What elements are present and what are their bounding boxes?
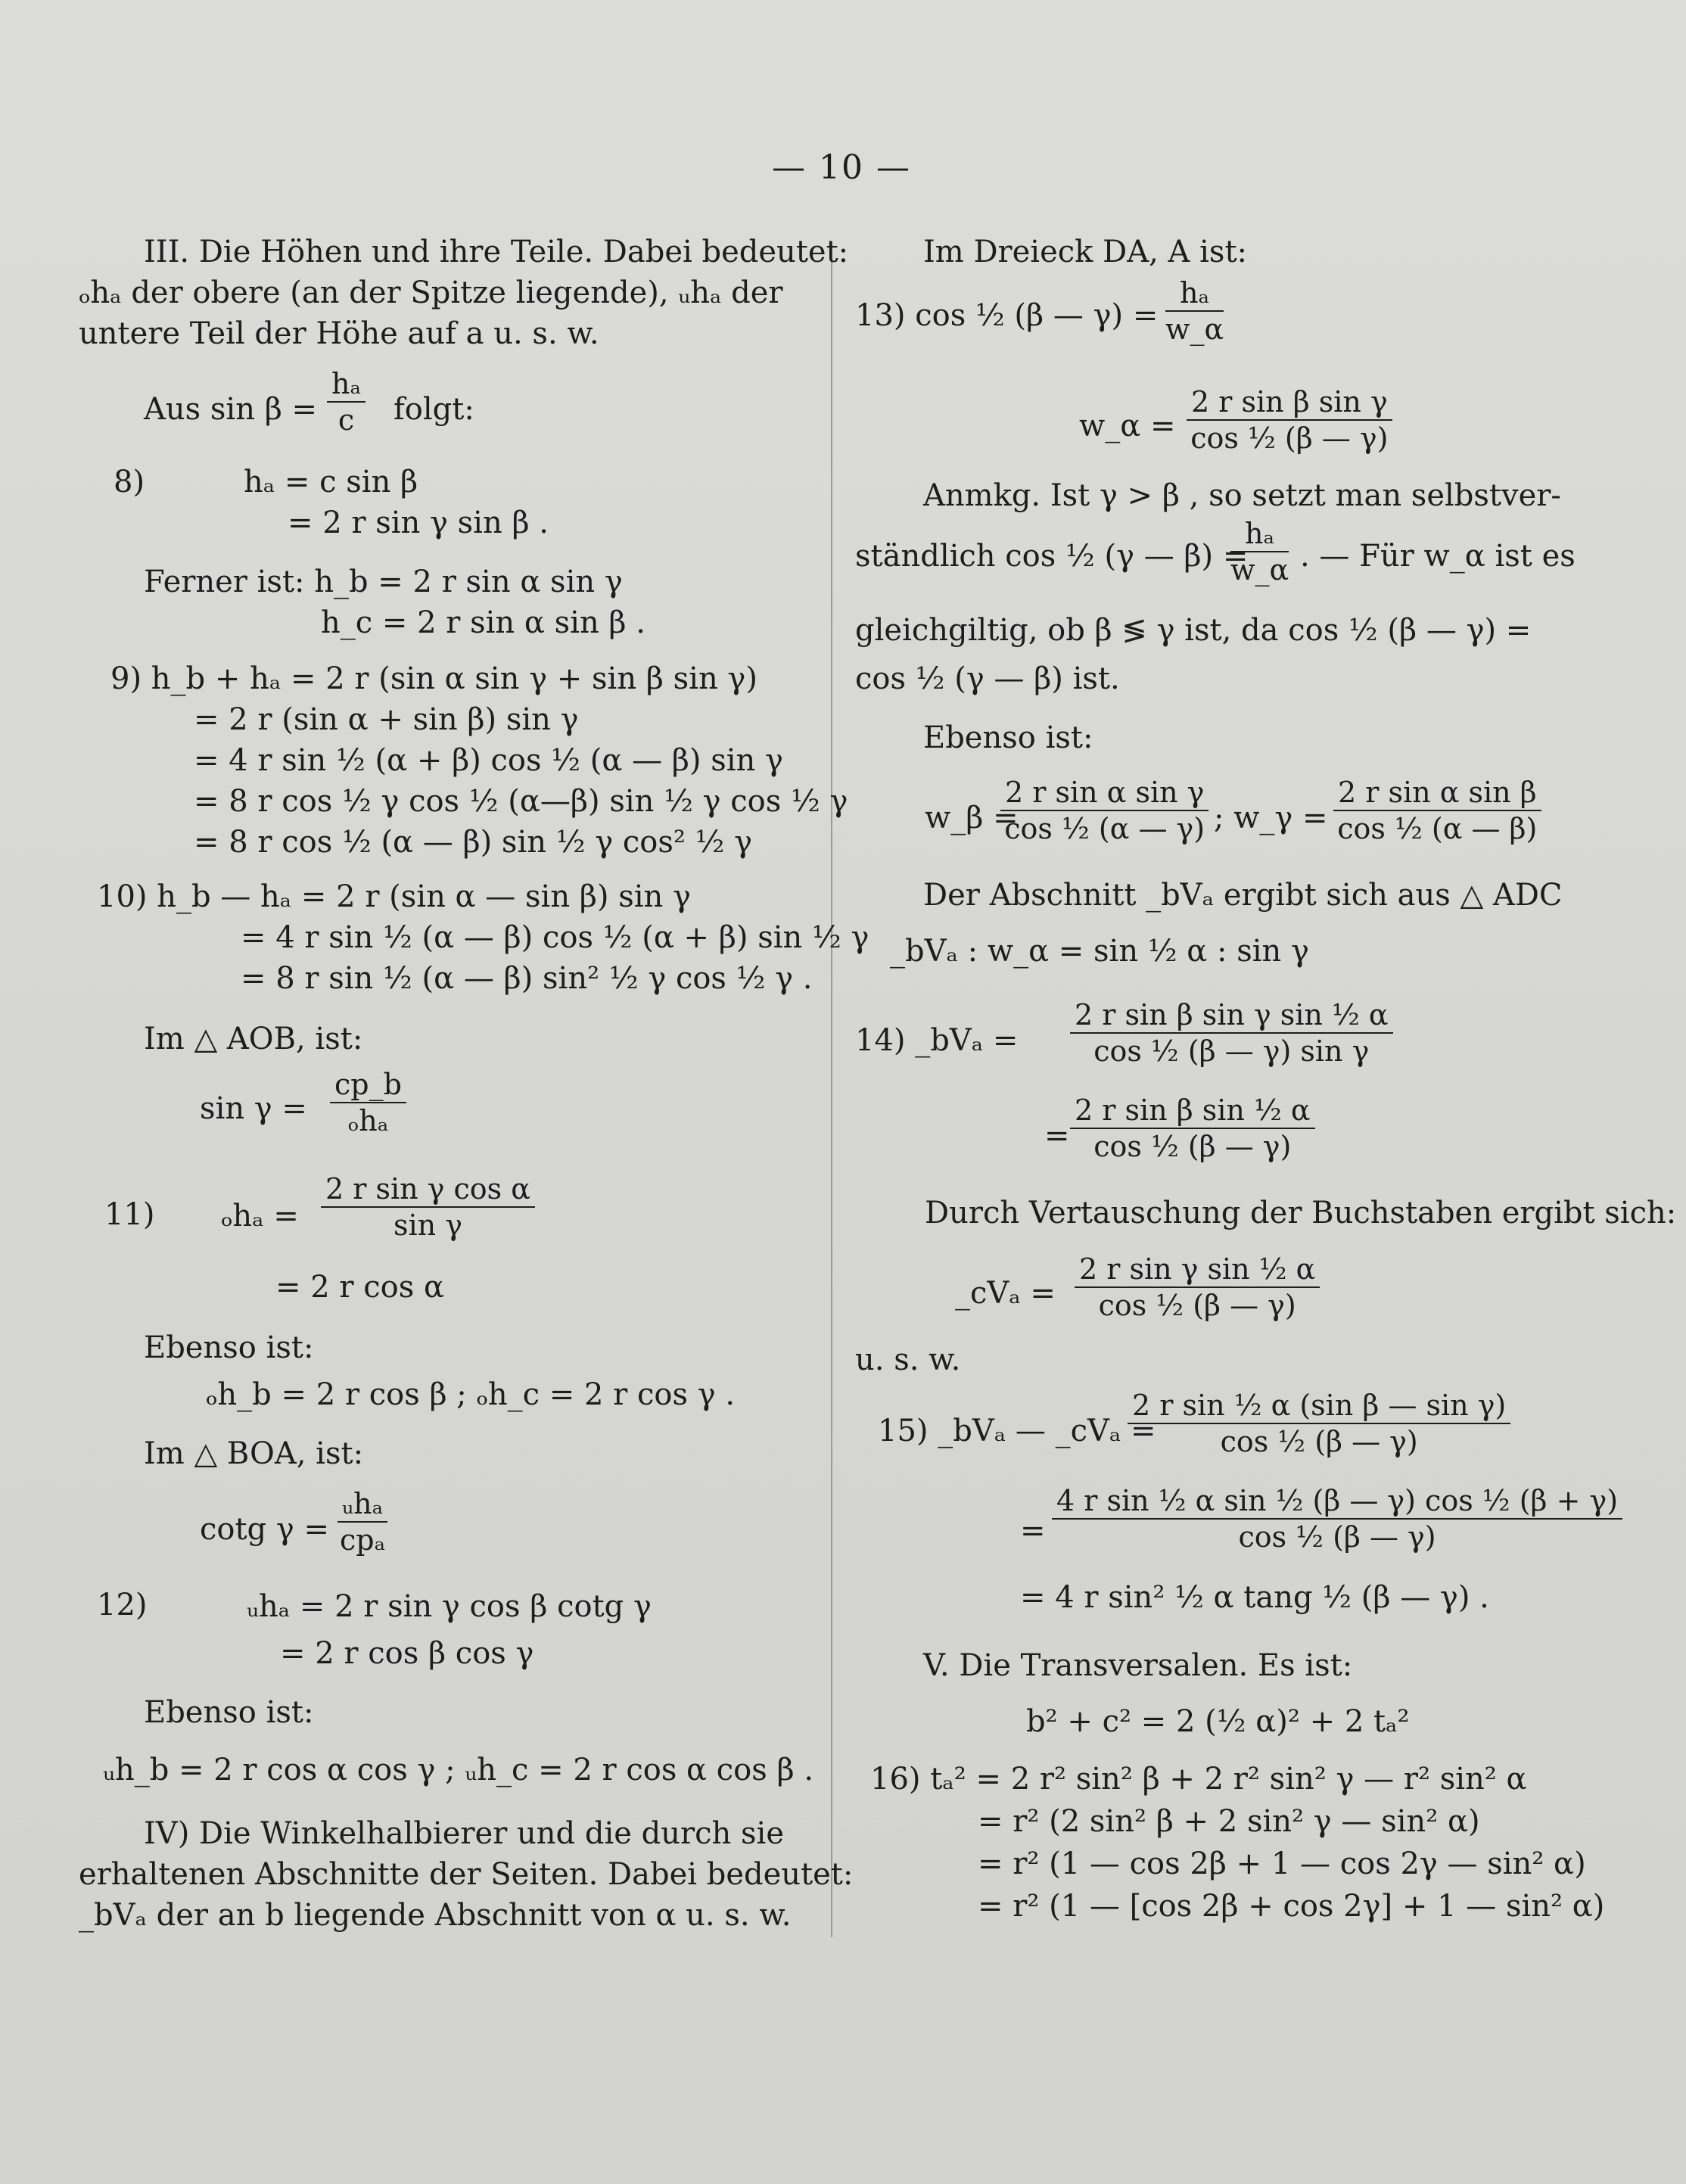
fraction-denominator: cos ½ (β — γ) <box>1220 1425 1418 1458</box>
fraction-numerator: 2 r sin β sin γ sin ½ α <box>1070 997 1393 1034</box>
fraction-numerator: hₐ <box>1230 516 1289 552</box>
equation-16: = r² (1 — [cos 2β + cos 2γ] + 1 — sin² α) <box>978 1889 1605 1924</box>
equation-8: hₐ = c sin β <box>244 465 418 499</box>
equation-14b-prefix: = <box>1044 1118 1070 1153</box>
equation-label-12: 12) <box>97 1588 148 1622</box>
ebenso-label: Ebenso ist: <box>144 1330 314 1365</box>
aus-fraction <box>327 366 366 437</box>
equation-12: = 2 r cos β cos γ <box>280 1636 534 1671</box>
section-5-equation: b² + c² = 2 (½ α)² + 2 tₐ² <box>1026 1704 1410 1739</box>
equation-9: = 8 r cos ½ (α — β) sin ½ γ cos² ½ γ <box>194 825 752 860</box>
column-divider <box>831 242 832 1937</box>
fraction-denominator: w_α <box>1165 313 1224 346</box>
equation-16: = r² (2 sin² β + 2 sin² γ — sin² α) <box>978 1804 1480 1839</box>
fraction-denominator: cos ½ (α — γ) <box>1004 812 1205 845</box>
cv-prefix: _cVₐ = <box>955 1276 1056 1311</box>
fraction-denominator: cos ½ (β — γ) <box>1190 422 1389 455</box>
fraction-numerator: 4 r sin ½ α sin ½ (β — γ) cos ½ (β + γ) <box>1052 1483 1622 1520</box>
durch-line: Durch Vertauschung der Buchstaben ergibt sich: <box>925 1196 1677 1230</box>
anmerkung-line: gleichgiltig, ob β ≶ γ ist, da cos ½ (β — γ) = <box>855 613 1532 648</box>
fraction-denominator: c <box>338 403 355 437</box>
fraction-numerator: 2 r sin β sin γ <box>1187 384 1392 421</box>
anmerkung-fraction <box>1230 516 1289 587</box>
equation-12: ᵤhₐ = 2 r sin γ cos β cotg γ <box>247 1589 652 1624</box>
anmerkung-suffix: . — Für w_α ist es <box>1300 539 1576 574</box>
equation-label-8: 8) <box>114 465 145 499</box>
equation-10: = 4 r sin ½ (α — β) cos ½ (α + β) sin ½ γ <box>241 920 869 955</box>
equation-13-fraction <box>1165 275 1224 347</box>
anmerkung-prefix: ständlich cos ½ (γ — β) = <box>855 539 1249 574</box>
w-beta-prefix: w_β = <box>925 801 1019 835</box>
sin-prefix: sin γ = <box>200 1091 307 1126</box>
equation-11-prefix: ₒhₐ = <box>221 1199 299 1234</box>
aus-suffix: folgt: <box>394 392 474 427</box>
fraction-denominator: w_α <box>1230 553 1289 586</box>
section-4-heading: IV) Die Winkelhalbierer und die durch sie <box>144 1816 785 1851</box>
equation-label-11: 11) <box>104 1197 155 1232</box>
ferner-line: h_c = 2 r sin α sin β . <box>321 605 645 640</box>
fraction-numerator: hₐ <box>327 366 366 403</box>
equation-14-fraction <box>1070 997 1393 1069</box>
equation-8: = 2 r sin γ sin β . <box>288 506 549 540</box>
equation-15-prefix: 15) _bVₐ — _cVₐ = <box>878 1414 1156 1448</box>
fraction-denominator: sin γ <box>393 1209 462 1242</box>
im-aob: Im △ AOB, ist: <box>144 1022 363 1056</box>
w-gamma-prefix: ; w_γ = <box>1214 801 1328 835</box>
cotg-prefix: cotg γ = <box>200 1512 330 1547</box>
w-gamma-fraction <box>1333 775 1541 846</box>
fraction-numerator: 2 r sin γ sin ½ α <box>1075 1252 1320 1288</box>
equation-16: 16) tₐ² = 2 r² sin² β + 2 r² sin² γ — r² sin² α <box>870 1762 1527 1797</box>
equation-13-prefix: 13) cos ½ (β — γ) = <box>855 298 1159 333</box>
fraction-numerator: 2 r sin β sin ½ α <box>1070 1093 1315 1129</box>
ratio-line: _bVₐ : w_α = sin ½ α : sin γ <box>890 934 1309 969</box>
anmerkung-line: Anmkg. Ist γ > β , so setzt man selbstver- <box>923 478 1561 513</box>
w-alpha-fraction <box>1187 384 1392 456</box>
fraction-numerator: hₐ <box>1165 275 1224 312</box>
fraction-numerator: 2 r sin ½ α (sin β — sin γ) <box>1128 1388 1510 1424</box>
anmerkung-line: cos ½ (γ — β) ist. <box>855 661 1120 696</box>
cotg-fraction <box>338 1486 387 1557</box>
page-number: — 10 — <box>772 148 911 187</box>
fraction-numerator: 2 r sin α sin γ <box>1000 775 1209 811</box>
equation-9: = 2 r (sin α + sin β) sin γ <box>194 702 579 737</box>
ferner-line: Ferner ist: h_b = 2 r sin α sin γ <box>144 565 623 599</box>
fraction-denominator: cpₐ <box>340 1523 386 1557</box>
equation-16: = r² (1 — cos 2β + 1 — cos 2γ — sin² α) <box>978 1846 1586 1881</box>
equation-15b-fraction <box>1052 1483 1622 1554</box>
equation-11: = 2 r cos α <box>275 1270 444 1305</box>
section-5-heading: V. Die Transversalen. Es ist: <box>923 1648 1353 1683</box>
ebenso-equation: ₒh_b = 2 r cos β ; ₒh_c = 2 r cos γ . <box>206 1377 736 1412</box>
equation-9: = 4 r sin ½ (α + β) cos ½ (α — β) sin γ <box>194 743 783 778</box>
dreieck-line: Im Dreieck DA, A ist: <box>923 235 1247 269</box>
equation-14b-fraction <box>1070 1093 1315 1164</box>
abschnitt-line: Der Abschnitt _bVₐ ergibt sich aus △ ADC <box>923 878 1563 913</box>
equation-15b-prefix: = <box>1020 1514 1046 1548</box>
section-4-text: _bVₐ der an b liegende Abschnitt von α u. s. w. <box>79 1898 792 1933</box>
ebenso-equation: ᵤh_b = 2 r cos α cos γ ; ᵤh_c = 2 r cos α cos β . <box>103 1753 814 1787</box>
usw-line: u. s. w. <box>855 1342 961 1377</box>
fraction-denominator: cos ½ (β — γ) <box>1238 1520 1436 1554</box>
equation-9: 9) h_b + hₐ = 2 r (sin α sin γ + sin β sin γ) <box>110 661 757 696</box>
section-3-heading: III. Die Höhen und ihre Teile. Dabei bedeutet: <box>144 235 849 269</box>
fraction-numerator: 2 r sin α sin β <box>1333 775 1541 811</box>
section-4-text: erhaltenen Abschnitte der Seiten. Dabei bedeutet: <box>79 1857 854 1892</box>
equation-15-fraction <box>1128 1388 1510 1459</box>
aus-prefix: Aus sin β = <box>144 392 318 427</box>
equation-10: = 8 r sin ½ (α — β) sin² ½ γ cos ½ γ . <box>241 961 813 996</box>
cv-fraction <box>1075 1252 1320 1323</box>
fraction-denominator: cos ½ (β — γ) sin γ <box>1093 1034 1370 1068</box>
equation-10: 10) h_b — hₐ = 2 r (sin α — sin β) sin γ <box>97 879 691 914</box>
fraction-numerator: cp_b <box>330 1067 406 1103</box>
fraction-denominator: cos ½ (α — β) <box>1337 812 1538 845</box>
ebenso-label: Ebenso ist: <box>144 1695 314 1730</box>
fraction-denominator: cos ½ (β — γ) <box>1098 1289 1296 1322</box>
fraction-numerator: ᵤhₐ <box>338 1486 387 1523</box>
fraction-denominator: ₒhₐ <box>347 1104 389 1137</box>
fraction-denominator: cos ½ (β — γ) <box>1093 1130 1292 1163</box>
equation-15c: = 4 r sin² ½ α tang ½ (β — γ) . <box>1020 1580 1489 1615</box>
im-boa: Im △ BOA, ist: <box>144 1436 364 1471</box>
w-beta-fraction <box>1000 775 1209 846</box>
w-alpha-prefix: w_α = <box>1079 409 1176 443</box>
fraction-numerator: 2 r sin γ cos α <box>321 1171 535 1208</box>
section-3-text: ₒhₐ der obere (an der Spitze liegende), ᵤhₐ der <box>79 275 783 310</box>
equation-9: = 8 r cos ½ γ cos ½ (α—β) sin ½ γ cos ½ γ <box>194 784 848 819</box>
equation-14-prefix: 14) _bVₐ = <box>855 1023 1019 1058</box>
equation-11-fraction <box>321 1171 535 1243</box>
sin-fraction <box>330 1067 406 1138</box>
section-3-text: untere Teil der Höhe auf a u. s. w. <box>79 316 599 351</box>
ebenso-label: Ebenso ist: <box>923 720 1093 755</box>
